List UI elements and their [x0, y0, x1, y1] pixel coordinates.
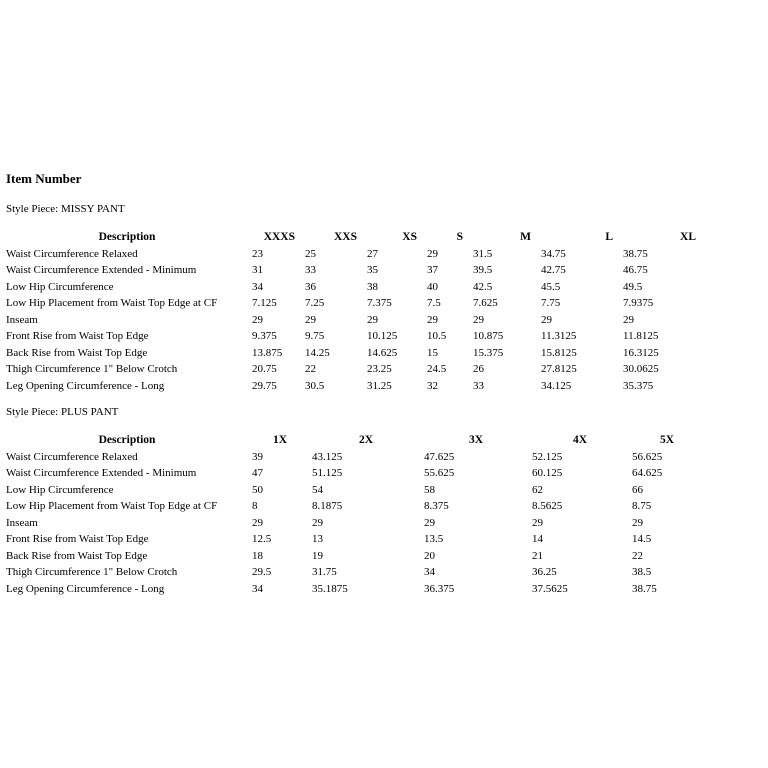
measurement-value: 38.75 — [632, 582, 657, 595]
measurement-value: 31.75 — [312, 566, 337, 578]
plus-style-label: Style Piece: PLUS PANT — [6, 406, 119, 418]
measurement-value: 30.0625 — [623, 363, 659, 375]
measurement-value: 10.5 — [427, 330, 447, 342]
measurement-value: 34.125 — [541, 379, 572, 392]
measurement-value: 7.625 — [473, 297, 498, 309]
measurement-value: 15.8125 — [541, 346, 577, 359]
size-header: 5X — [659, 434, 675, 446]
measurement-value: 7.9375 — [623, 297, 654, 309]
missy-size-table — [4, 229, 704, 394]
plus-table-body — [4, 449, 704, 598]
measurement-value: 31 — [252, 264, 263, 276]
size-header: XS — [402, 231, 417, 243]
table-row — [4, 531, 704, 548]
measurement-value: 14.25 — [305, 346, 330, 359]
measurement-value: 7.5 — [427, 297, 441, 309]
measurement-value: 21 — [532, 549, 543, 562]
table-row — [4, 449, 704, 466]
table-row — [4, 482, 704, 499]
measurement-value: 52.125 — [532, 450, 563, 463]
measurement-value: 29.5 — [252, 566, 272, 578]
measurement-label: Waist Circumference Relaxed — [6, 450, 138, 463]
measurement-label: Waist Circumference Relaxed — [6, 247, 138, 260]
measurement-value: 38.5 — [632, 566, 652, 578]
measurement-value: 36 — [305, 280, 316, 293]
measurement-value: 64.625 — [632, 467, 663, 479]
measurement-value: 18 — [252, 549, 263, 562]
table-row — [4, 246, 704, 263]
measurement-value: 11.8125 — [623, 330, 659, 342]
measurement-value: 13.875 — [252, 346, 283, 359]
measurement-value: 50 — [252, 483, 263, 496]
measurement-value: 19 — [312, 549, 323, 562]
measurement-label: Thigh Circumference 1" Below Crotch — [6, 363, 178, 375]
table-row — [4, 581, 704, 598]
measurement-value: 29 — [312, 516, 323, 529]
table-row — [4, 564, 704, 581]
measurement-value: 13.5 — [424, 533, 444, 545]
measurement-value: 29 — [427, 313, 438, 326]
measurement-value: 9.75 — [305, 330, 325, 342]
table-row — [4, 279, 704, 296]
measurement-value: 62 — [532, 483, 543, 496]
measurement-value: 8 — [252, 500, 258, 512]
measurement-value: 47.625 — [424, 450, 455, 463]
measurement-value: 42.75 — [541, 264, 566, 276]
measurement-value: 29 — [541, 313, 552, 326]
measurement-label: Inseam — [6, 313, 38, 326]
measurement-value: 35 — [367, 264, 378, 276]
size-header: 3X — [468, 434, 484, 446]
measurement-value: 29.75 — [252, 379, 277, 392]
measurement-value: 23 — [252, 247, 263, 260]
measurement-value: 39.5 — [473, 264, 493, 276]
missy-header-row — [4, 229, 704, 246]
measurement-label: Waist Circumference Extended - Minimum — [6, 467, 197, 479]
measurement-label: Low Hip Placement from Waist Top Edge at CF — [6, 297, 218, 309]
measurement-value: 22 — [632, 549, 643, 562]
measurement-value: 31.5 — [473, 247, 493, 260]
measurement-value: 16.3125 — [623, 346, 659, 359]
description-header: Description — [98, 231, 156, 243]
measurement-value: 26 — [473, 363, 484, 375]
measurement-value: 20 — [424, 549, 435, 562]
measurement-value: 43.125 — [312, 450, 343, 463]
measurement-value: 36.375 — [424, 582, 455, 595]
measurement-value: 40 — [427, 280, 438, 293]
measurement-value: 39 — [252, 450, 263, 463]
measurement-value: 14.625 — [367, 346, 398, 359]
measurement-value: 46.75 — [623, 264, 648, 276]
measurement-value: 34 — [252, 280, 263, 293]
measurement-value: 10.125 — [367, 330, 398, 342]
measurement-value: 24.5 — [427, 363, 447, 375]
table-row — [4, 548, 704, 565]
measurement-value: 7.25 — [305, 297, 325, 309]
measurement-value: 38.75 — [623, 247, 648, 260]
measurement-label: Low Hip Circumference — [6, 280, 114, 293]
measurement-value: 29 — [305, 313, 316, 326]
plus-header-row — [4, 432, 704, 449]
measurement-label: Back Rise from Waist Top Edge — [6, 346, 148, 359]
measurement-value: 13 — [312, 533, 323, 545]
measurement-value: 36.25 — [532, 566, 557, 578]
table-row — [4, 498, 704, 515]
measurement-value: 20.75 — [252, 363, 277, 375]
measurement-value: 37 — [427, 264, 438, 276]
table-row — [4, 262, 704, 279]
measurement-value: 29 — [252, 516, 263, 529]
measurement-value: 15.375 — [473, 346, 504, 359]
size-header: 2X — [358, 434, 374, 446]
description-header: Description — [98, 434, 156, 446]
measurement-value: 29 — [424, 516, 435, 529]
size-header: XXS — [333, 231, 357, 243]
measurement-label: Thigh Circumference 1" Below Crotch — [6, 566, 178, 578]
measurement-value: 45.5 — [541, 280, 561, 293]
measurement-value: 23.25 — [367, 363, 392, 375]
measurement-value: 29 — [473, 313, 484, 326]
measurement-value: 32 — [427, 379, 438, 392]
measurement-value: 12.5 — [252, 533, 272, 545]
measurement-value: 10.875 — [473, 330, 504, 342]
size-header: L — [605, 231, 613, 243]
size-header: M — [520, 231, 531, 243]
measurement-value: 60.125 — [532, 467, 563, 479]
measurement-value: 29 — [427, 247, 438, 260]
measurement-value: 14.5 — [632, 533, 652, 545]
measurement-label: Low Hip Placement from Waist Top Edge at CF — [6, 500, 218, 512]
measurement-value: 34 — [424, 566, 435, 578]
measurement-value: 30.5 — [305, 379, 325, 392]
measurement-label: Leg Opening Circumference - Long — [6, 379, 165, 392]
measurement-value: 25 — [305, 247, 316, 260]
measurement-value: 8.375 — [424, 500, 449, 512]
measurement-value: 31.25 — [367, 379, 392, 392]
size-header: XL — [680, 231, 696, 243]
size-header: 1X — [272, 434, 288, 446]
measurement-label: Waist Circumference Extended - Minimum — [6, 264, 197, 276]
size-header: XXXS — [263, 231, 295, 243]
plus-size-table — [4, 432, 704, 597]
measurement-value: 11.3125 — [541, 330, 577, 342]
measurement-value: 56.625 — [632, 450, 663, 463]
measurement-value: 38 — [367, 280, 378, 293]
measurement-value: 33 — [473, 379, 484, 392]
missy-style-label: Style Piece: MISSY PANT — [6, 203, 125, 215]
missy-table-body — [4, 246, 704, 395]
measurement-value: 34 — [252, 582, 263, 595]
measurement-value: 58 — [424, 483, 435, 496]
measurement-value: 29 — [252, 313, 263, 326]
measurement-label: Low Hip Circumference — [6, 483, 114, 496]
measurement-value: 8.1875 — [312, 500, 343, 512]
size-header: 4X — [572, 434, 588, 446]
measurement-value: 47 — [252, 467, 263, 479]
table-row — [4, 378, 704, 395]
measurement-value: 14 — [532, 533, 543, 545]
measurement-value: 66 — [632, 483, 643, 496]
table-row — [4, 345, 704, 362]
table-row — [4, 361, 704, 378]
measurement-label: Inseam — [6, 516, 38, 529]
measurement-value: 29 — [367, 313, 378, 326]
measurement-value: 7.75 — [541, 297, 561, 309]
measurement-value: 9.375 — [252, 330, 277, 342]
size-header: S — [456, 231, 463, 243]
measurement-label: Front Rise from Waist Top Edge — [6, 330, 149, 342]
measurement-value: 7.125 — [252, 297, 277, 309]
measurement-value: 15 — [427, 346, 438, 359]
table-row — [4, 312, 704, 329]
measurement-value: 33 — [305, 264, 316, 276]
measurement-value: 22 — [305, 363, 316, 375]
item-number-title: Item Number — [6, 171, 82, 186]
measurement-value: 35.1875 — [312, 582, 348, 595]
measurement-value: 29 — [532, 516, 543, 529]
measurement-value: 7.375 — [367, 297, 392, 309]
measurement-label: Leg Opening Circumference - Long — [6, 582, 165, 595]
measurement-value: 49.5 — [623, 280, 643, 293]
measurement-value: 27.8125 — [541, 363, 577, 375]
measurement-value: 34.75 — [541, 247, 566, 260]
measurement-value: 27 — [367, 247, 378, 260]
measurement-value: 35.375 — [623, 379, 654, 392]
measurement-value: 37.5625 — [532, 582, 568, 595]
measurement-label: Front Rise from Waist Top Edge — [6, 533, 149, 545]
measurement-value: 29 — [623, 313, 634, 326]
measurement-value: 54 — [312, 483, 323, 496]
measurement-value: 8.5625 — [532, 500, 563, 512]
table-row — [4, 515, 704, 532]
measurement-value: 42.5 — [473, 280, 493, 293]
measurement-label: Back Rise from Waist Top Edge — [6, 549, 148, 562]
measurement-value: 29 — [632, 516, 643, 529]
measurement-value: 8.75 — [632, 500, 652, 512]
measurement-value: 55.625 — [424, 467, 455, 479]
measurement-value: 51.125 — [312, 467, 343, 479]
table-row — [4, 328, 704, 345]
table-row — [4, 465, 704, 482]
table-row — [4, 295, 704, 312]
